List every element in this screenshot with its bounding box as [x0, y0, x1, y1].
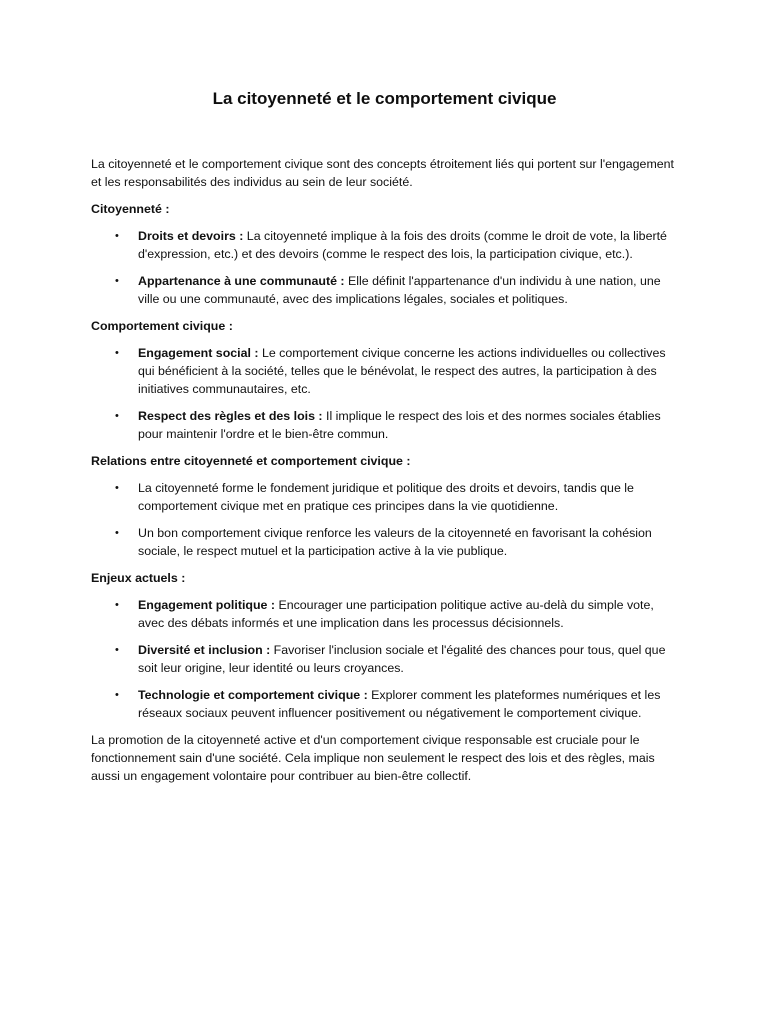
list-item: [91, 407, 678, 443]
list-item: [91, 344, 678, 398]
bullet-icon: •: [115, 482, 119, 494]
bullet-icon: •: [115, 644, 119, 656]
section-heading-citoyennete: Citoyenneté :: [91, 202, 170, 216]
list-item: [91, 227, 678, 263]
bullet-icon: •: [115, 689, 119, 701]
item-text: Le comportement civique concerne les actions individuelles ou collectives qui bénéficient à la société, telles que le bénévolat, le respect des autres, la participation à des initiatives communautaires, etc.: [138, 346, 666, 396]
item-term: Appartenance à une communauté :: [138, 274, 345, 288]
item-term: Respect des règles et des lois :: [138, 409, 323, 423]
item-term: Diversité et inclusion :: [138, 643, 271, 657]
item-text: Favoriser l'inclusion sociale et l'égalité des chances pour tous, quel que soit leur origine, leur identité ou leurs croyances.: [138, 643, 666, 675]
list-item: [91, 524, 678, 560]
section-list-enjeux-actuels: [91, 596, 678, 722]
section-heading-relations: Relations entre citoyenneté et comportement civique :: [91, 454, 411, 468]
item-text: Explorer comment les plateformes numériques et les réseaux sociaux peuvent influencer positivement ou négativement le comportement civique.: [138, 688, 661, 720]
list-item: [91, 686, 678, 722]
item-text: La citoyenneté forme le fondement juridique et politique des droits et devoirs, tandis que le comportement civique met en pratique ces principes dans la vie quotidienne.: [138, 481, 634, 513]
section-list-comportement-civique: [91, 344, 678, 443]
bullet-icon: •: [115, 275, 119, 287]
bullet-icon: •: [115, 599, 119, 611]
bullet-icon: •: [115, 410, 119, 422]
list-item: [91, 479, 678, 515]
section-list-citoyennete: [91, 227, 678, 308]
item-text: Il implique le respect des lois et des normes sociales établies pour maintenir l'ordre et le bien-être commun.: [138, 409, 661, 441]
item-term: Engagement politique :: [138, 598, 275, 612]
document-title: La citoyenneté et le comportement civique: [212, 89, 557, 108]
item-text: Un bon comportement civique renforce les valeurs de la citoyenneté en favorisant la cohésion sociale, le respect mutuel et la participation active à la vie publique.: [138, 526, 652, 558]
item-term: Droits et devoirs :: [138, 229, 244, 243]
section-list-relations: [91, 479, 678, 560]
item-text: Encourager une participation politique active au-delà du simple vote, avec des débats informés et une implication dans les processus décisionnels.: [138, 598, 654, 630]
conclusion-paragraph: La promotion de la citoyenneté active et d'un comportement civique responsable est cruciale pour le fonctionnement sain d'une société. Cela implique non seulement le respect des lois et des règles, mais aussi un engagement volontaire pour contribuer au bien-être collectif.: [91, 733, 655, 783]
item-term: Technologie et comportement civique :: [138, 688, 368, 702]
list-item: [91, 596, 678, 632]
bullet-icon: •: [115, 230, 119, 242]
list-item: [91, 272, 678, 308]
item-term: Engagement social :: [138, 346, 259, 360]
bullet-icon: •: [115, 527, 119, 539]
intro-paragraph: La citoyenneté et le comportement civique sont des concepts étroitement liés qui portent sur l'engagement et les responsabilités des individus au sein de leur société.: [91, 157, 674, 189]
section-heading-enjeux-actuels: Enjeux actuels :: [91, 571, 186, 585]
bullet-icon: •: [115, 347, 119, 359]
list-item: [91, 641, 678, 677]
section-heading-comportement-civique: Comportement civique :: [91, 319, 233, 333]
item-text: La citoyenneté implique à la fois des droits (comme le droit de vote, la liberté d'expression, etc.) et des devoirs (comme le respect des lois, la participation civique, etc.).: [138, 229, 667, 261]
item-text: Elle définit l'appartenance d'un individu à une nation, une ville ou une communauté, avec des implications légales, sociales et politiques.: [138, 274, 661, 306]
